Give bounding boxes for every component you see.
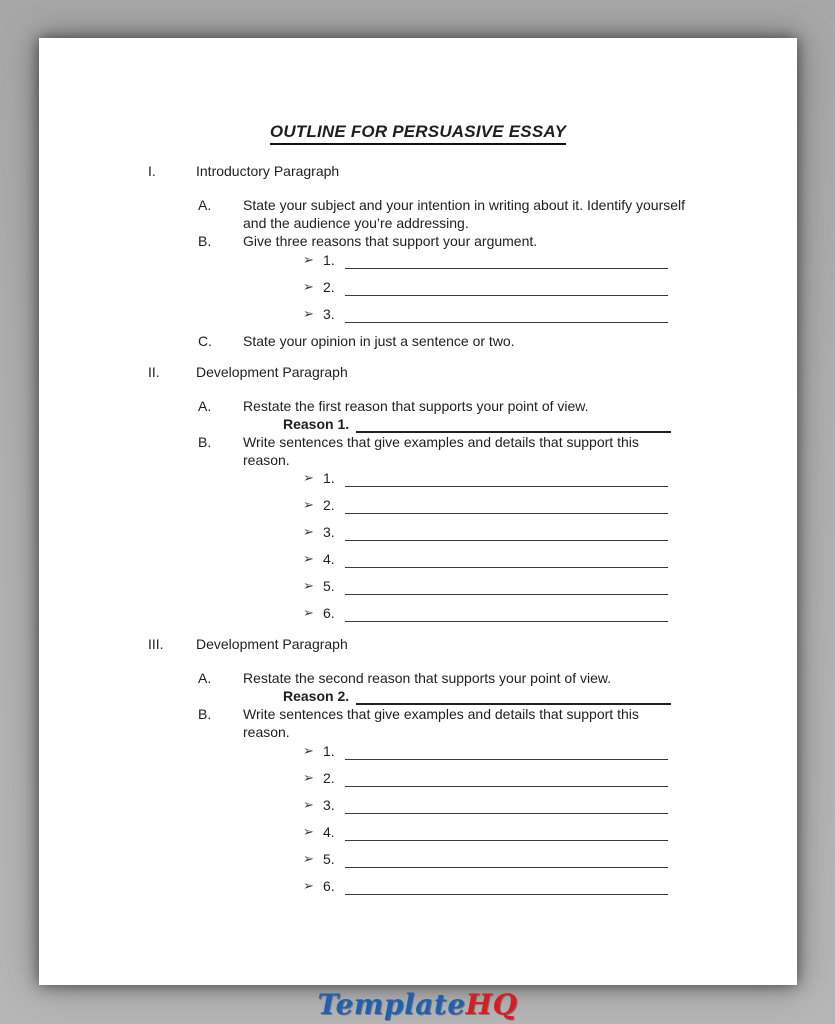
blank-line-row	[303, 604, 668, 622]
blank-line-row	[303, 469, 668, 487]
blank-number: 2.	[323, 769, 335, 786]
section-numeral: III.	[148, 636, 164, 652]
blank-line-row	[303, 742, 668, 760]
outline-item	[198, 433, 797, 469]
write-in-line	[345, 745, 668, 760]
arrow-bullet-icon: ➢	[303, 605, 314, 620]
item-letter: B.	[198, 706, 212, 722]
write-in-line	[345, 472, 668, 487]
blank-line-row	[303, 577, 668, 595]
section-numeral: I.	[148, 163, 156, 179]
write-in-line	[345, 580, 668, 595]
blank-number: 3.	[323, 305, 335, 322]
document-page	[39, 38, 797, 985]
write-in-line	[345, 853, 668, 868]
section-heading: Development Paragraph	[196, 363, 348, 380]
write-in-line	[345, 499, 668, 514]
blank-line-row	[303, 523, 668, 541]
arrow-bullet-icon: ➢	[303, 470, 314, 485]
section-introductory-paragraph	[39, 162, 797, 350]
outline-item	[198, 232, 797, 250]
blank-line-row	[303, 769, 668, 787]
item-letter: A.	[198, 197, 212, 213]
item-letter: A.	[198, 397, 212, 414]
reason-label: Reason 2.	[283, 688, 350, 704]
arrow-bullet-icon: ➢	[303, 769, 314, 785]
blank-line-row	[303, 305, 668, 323]
item-letter: A.	[198, 670, 212, 686]
reason-row	[283, 687, 671, 705]
blank-number: 3.	[323, 524, 335, 540]
blank-line-row	[303, 278, 668, 296]
section-heading: Introductory Paragraph	[196, 163, 340, 179]
arrow-bullet-icon: ➢	[303, 742, 314, 758]
outline-item	[198, 196, 797, 232]
blank-number: 1.	[323, 251, 335, 268]
item-text: Restate the second reason that supports your point of view.	[243, 670, 612, 686]
write-in-line	[345, 772, 668, 787]
blank-number: 3.	[323, 796, 335, 813]
item-letter: B.	[198, 233, 212, 249]
blank-number: 4.	[323, 551, 335, 567]
arrow-bullet-icon: ➢	[303, 251, 314, 267]
blank-number: 1.	[323, 742, 335, 759]
arrow-bullet-icon: ➢	[303, 877, 314, 893]
outline-item	[198, 332, 797, 350]
arrow-bullet-icon: ➢	[303, 305, 314, 321]
arrow-bullet-icon: ➢	[303, 823, 314, 839]
write-in-line	[345, 526, 668, 541]
arrow-bullet-icon: ➢	[303, 551, 314, 566]
item-letter: C.	[198, 332, 212, 349]
section-development-paragraph-2	[39, 635, 797, 895]
logo-hq-text: HQ	[465, 988, 518, 1021]
blank-number: 2.	[323, 497, 335, 513]
page-title: OUTLINE FOR PERSUASIVE ESSAY	[270, 122, 566, 145]
item-text: State your opinion in just a sentence or two.	[243, 332, 515, 349]
write-in-line	[345, 880, 668, 895]
blank-line-row	[303, 550, 668, 568]
outline-item	[198, 705, 797, 741]
arrow-bullet-icon: ➢	[303, 796, 314, 812]
item-text: State your subject and your intention in writing about it. Identify yourself and the audience you’re addressing.	[243, 197, 686, 231]
blank-number: 2.	[323, 278, 335, 295]
arrow-bullet-icon: ➢	[303, 497, 314, 512]
write-in-line	[356, 418, 671, 433]
blank-line-row	[303, 823, 668, 841]
blank-number: 5.	[323, 578, 335, 594]
write-in-line	[345, 308, 668, 323]
blank-line-row	[303, 251, 668, 269]
arrow-bullet-icon: ➢	[303, 524, 314, 539]
write-in-line	[356, 690, 671, 705]
item-letter: B.	[198, 433, 212, 450]
blank-number: 5.	[323, 850, 335, 867]
write-in-line	[345, 254, 668, 269]
write-in-line	[345, 607, 668, 622]
blank-number: 1.	[323, 470, 335, 486]
arrow-bullet-icon: ➢	[303, 578, 314, 593]
arrow-bullet-icon: ➢	[303, 850, 314, 866]
write-in-line	[345, 799, 668, 814]
blank-number: 4.	[323, 823, 335, 840]
item-text: Write sentences that give examples and details that support this reason.	[243, 433, 639, 468]
reason-row	[283, 415, 671, 433]
item-text: Restate the first reason that supports your point of view.	[243, 397, 589, 414]
write-in-line	[345, 281, 668, 296]
item-text: Write sentences that give examples and details that support this reason.	[243, 706, 639, 740]
templatehq-logo	[0, 988, 835, 1022]
blank-line-row	[303, 496, 668, 514]
reason-label: Reason 1.	[283, 415, 350, 432]
blank-line-row	[303, 850, 668, 868]
item-text: Give three reasons that support your argument.	[243, 233, 538, 249]
section-heading: Development Paragraph	[196, 636, 348, 652]
write-in-line	[345, 826, 668, 841]
section-numeral: II.	[148, 363, 160, 380]
blank-line-row	[303, 877, 668, 895]
blank-number: 6.	[323, 605, 335, 621]
outline-item	[198, 397, 797, 415]
outline-item	[198, 669, 797, 687]
title-row	[39, 122, 797, 145]
blank-line-row	[303, 796, 668, 814]
write-in-line	[345, 553, 668, 568]
section-development-paragraph-1	[39, 363, 797, 623]
arrow-bullet-icon: ➢	[303, 278, 314, 294]
blank-number: 6.	[323, 877, 335, 894]
logo-template-text: Template	[317, 988, 466, 1021]
